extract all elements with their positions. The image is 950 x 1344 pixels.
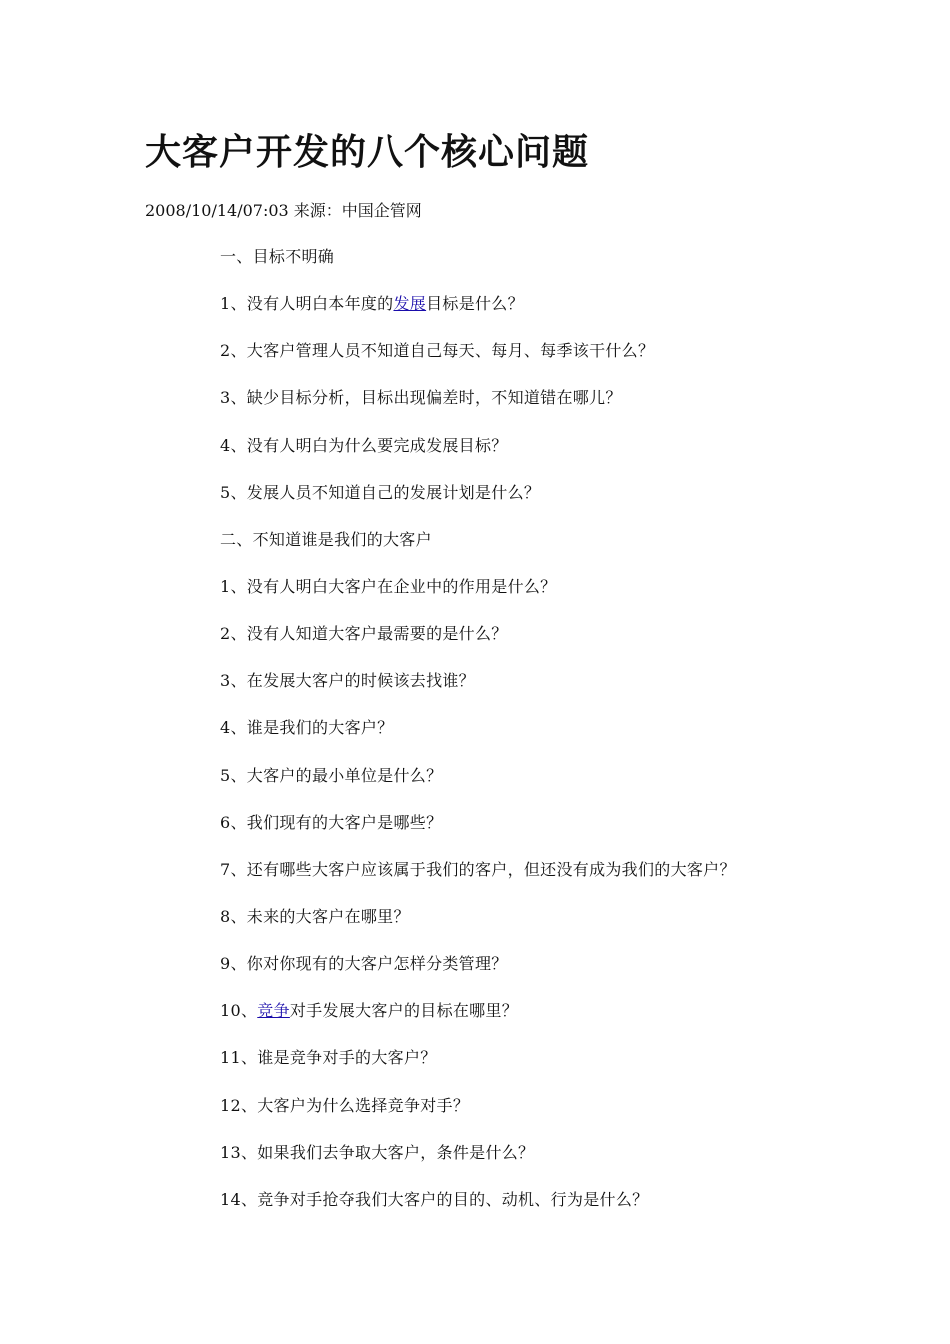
line-text: 14、竞争对手抢夺我们大客户的目的、动机、行为是什么？ xyxy=(220,1189,649,1209)
body-line xyxy=(220,480,930,527)
body-line xyxy=(220,1093,930,1140)
line-text: 13、如果我们去争取大客户，条件是什么？ xyxy=(220,1142,535,1162)
body-line xyxy=(220,904,930,951)
body-line xyxy=(220,1045,930,1092)
line-text: 7、还有哪些大客户应该属于我们的客户，但还没有成为我们的大客户？ xyxy=(220,859,736,879)
body-line xyxy=(220,621,930,668)
line-text-tail: 对手发展大客户的目标在哪里？ xyxy=(289,1001,519,1021)
line-text: 9、你对你现有的大客户怎样分类管理？ xyxy=(220,954,508,974)
line-text: 一、目标不明确 xyxy=(220,247,335,266)
body-line xyxy=(220,1140,930,1187)
line-text: 5、大客户的最小单位是什么？ xyxy=(220,765,443,785)
body-line xyxy=(220,338,930,385)
body-line xyxy=(220,244,930,291)
body-line xyxy=(220,433,930,480)
body-line xyxy=(220,715,930,762)
body-line xyxy=(220,668,930,715)
line-text: 1、没有人明白大客户在企业中的作用是什么？ xyxy=(220,576,557,596)
line-text: 12、大客户为什么选择竞争对手？ xyxy=(220,1095,470,1115)
line-text: 10、 xyxy=(220,1001,258,1021)
body-line xyxy=(220,857,930,904)
line-text: 5、发展人员不知道自己的发展计划是什么？ xyxy=(220,482,541,502)
body-line xyxy=(220,1187,930,1234)
article-meta: 2008/10/14/07:03 来源：中国企管网 xyxy=(145,201,422,220)
inline-link[interactable]: 竞争 xyxy=(257,1001,290,1021)
body-line xyxy=(220,763,930,810)
line-text: 11、谁是竞争对手的大客户？ xyxy=(220,1048,437,1068)
line-text: 2、没有人知道大客户最需要的是什么？ xyxy=(220,624,508,644)
body-line xyxy=(220,998,930,1045)
body-line xyxy=(220,810,930,857)
line-text: 6、我们现有的大客户是哪些？ xyxy=(220,812,443,832)
line-text: 8、未来的大客户在哪里？ xyxy=(220,906,410,926)
body-line xyxy=(220,527,930,574)
line-text: 1、没有人明白本年度的 xyxy=(220,294,394,314)
inline-link[interactable]: 发展 xyxy=(393,294,427,314)
line-text: 3、缺少目标分析，目标出现偏差时，不知道错在哪儿？ xyxy=(220,388,622,408)
line-text: 4、谁是我们的大客户？ xyxy=(220,718,394,738)
page-title: 大客户开发的八个核心问题 xyxy=(145,132,590,173)
body-line xyxy=(220,574,930,621)
line-text: 二、不知道谁是我们的大客户 xyxy=(220,529,432,549)
line-text: 3、在发展大客户的时候该去找谁？ xyxy=(220,671,475,691)
line-text: 4、没有人明白为什么要完成发展目标？ xyxy=(220,435,508,455)
article-body xyxy=(220,244,930,1234)
body-line xyxy=(220,291,930,338)
line-text-tail: 目标是什么？ xyxy=(426,294,524,314)
body-line xyxy=(220,385,930,432)
line-text: 2、大客户管理人员不知道自己每天、每月、每季该干什么？ xyxy=(220,341,655,361)
body-line xyxy=(220,951,930,998)
